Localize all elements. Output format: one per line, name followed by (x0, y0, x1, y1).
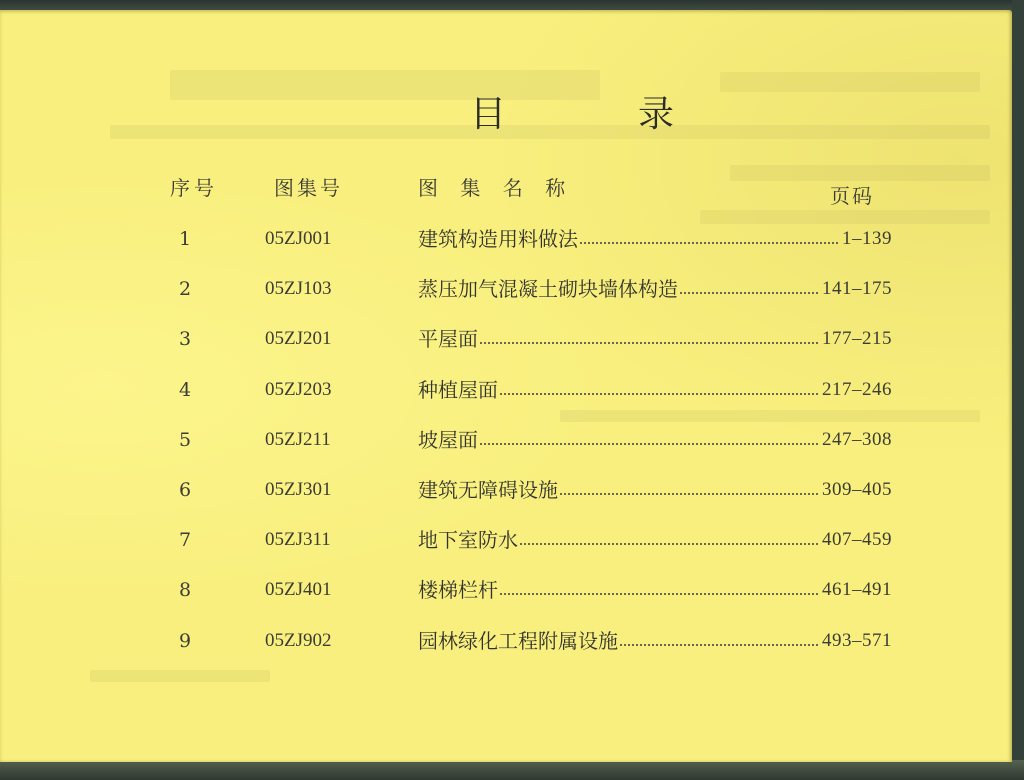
row-seq: 8 (178, 579, 192, 602)
contents-row (0, 375, 1012, 415)
show-through-mark (720, 72, 980, 92)
dot-leader (560, 493, 818, 495)
dot-leader (480, 443, 818, 445)
dot-leader (680, 292, 818, 294)
contents-row (0, 575, 1012, 615)
contents-row (0, 425, 1012, 465)
row-code: 05ZJ401 (265, 579, 332, 601)
dot-leader (520, 543, 818, 545)
row-seq: 4 (178, 378, 192, 401)
row-name: 平屋面 (418, 327, 478, 352)
row-name: 坡屋面 (418, 427, 478, 452)
row-pages: 309–405 (822, 479, 892, 500)
header-code: 图集号 (274, 176, 343, 200)
row-code: 05ZJ001 (265, 228, 332, 249)
header-name: 图 集 名 称 (418, 176, 574, 200)
row-name: 地下室防水 (418, 528, 518, 553)
row-seq: 3 (178, 328, 192, 351)
dot-leader (500, 593, 818, 595)
dot-leader (620, 644, 818, 646)
contents-row (0, 475, 1012, 515)
row-pages: 461–491 (822, 579, 892, 601)
row-pages: 1–139 (842, 228, 892, 249)
document-page (0, 10, 1012, 762)
contents-row (0, 324, 1012, 364)
row-code: 05ZJ201 (265, 328, 332, 350)
row-pages: 493–571 (822, 629, 892, 651)
page-title: 目 录 (470, 94, 723, 135)
row-seq: 9 (178, 629, 192, 652)
row-pages: 141–175 (822, 278, 892, 300)
row-name: 蒸压加气混凝土砌块墙体构造 (418, 277, 678, 302)
row-code: 05ZJ103 (265, 278, 332, 300)
show-through-mark (700, 210, 990, 224)
row-code: 05ZJ301 (265, 479, 332, 500)
row-seq: 1 (178, 228, 192, 250)
row-seq: 7 (178, 529, 192, 552)
contents-row (0, 626, 1012, 666)
row-pages: 407–459 (822, 529, 892, 551)
row-pages: 247–308 (822, 428, 892, 450)
row-seq: 2 (178, 278, 192, 301)
row-pages: 217–246 (822, 378, 892, 400)
show-through-mark (730, 165, 990, 181)
row-code: 05ZJ211 (265, 428, 331, 450)
row-seq: 5 (178, 428, 192, 451)
row-name: 建筑构造用料做法 (418, 227, 578, 251)
header-seq: 序号 (170, 176, 218, 200)
dot-leader (500, 393, 818, 395)
contents-row (0, 525, 1012, 565)
show-through-mark (90, 670, 270, 682)
row-seq: 6 (178, 479, 192, 501)
row-name: 楼梯栏杆 (418, 578, 498, 603)
header-pages: 页码 (830, 184, 874, 208)
scan-border-right (1012, 0, 1024, 780)
row-code: 05ZJ311 (265, 529, 331, 551)
scan-border-bottom (0, 760, 1024, 780)
row-name: 园林绿化工程附属设施 (418, 628, 618, 653)
dot-leader (480, 342, 818, 344)
row-code: 05ZJ902 (265, 629, 332, 651)
row-name: 建筑无障碍设施 (418, 478, 558, 502)
contents-row (0, 274, 1012, 314)
contents-row (0, 224, 1012, 264)
row-pages: 177–215 (822, 328, 892, 350)
row-name: 种植屋面 (418, 377, 498, 402)
row-code: 05ZJ203 (265, 378, 332, 400)
